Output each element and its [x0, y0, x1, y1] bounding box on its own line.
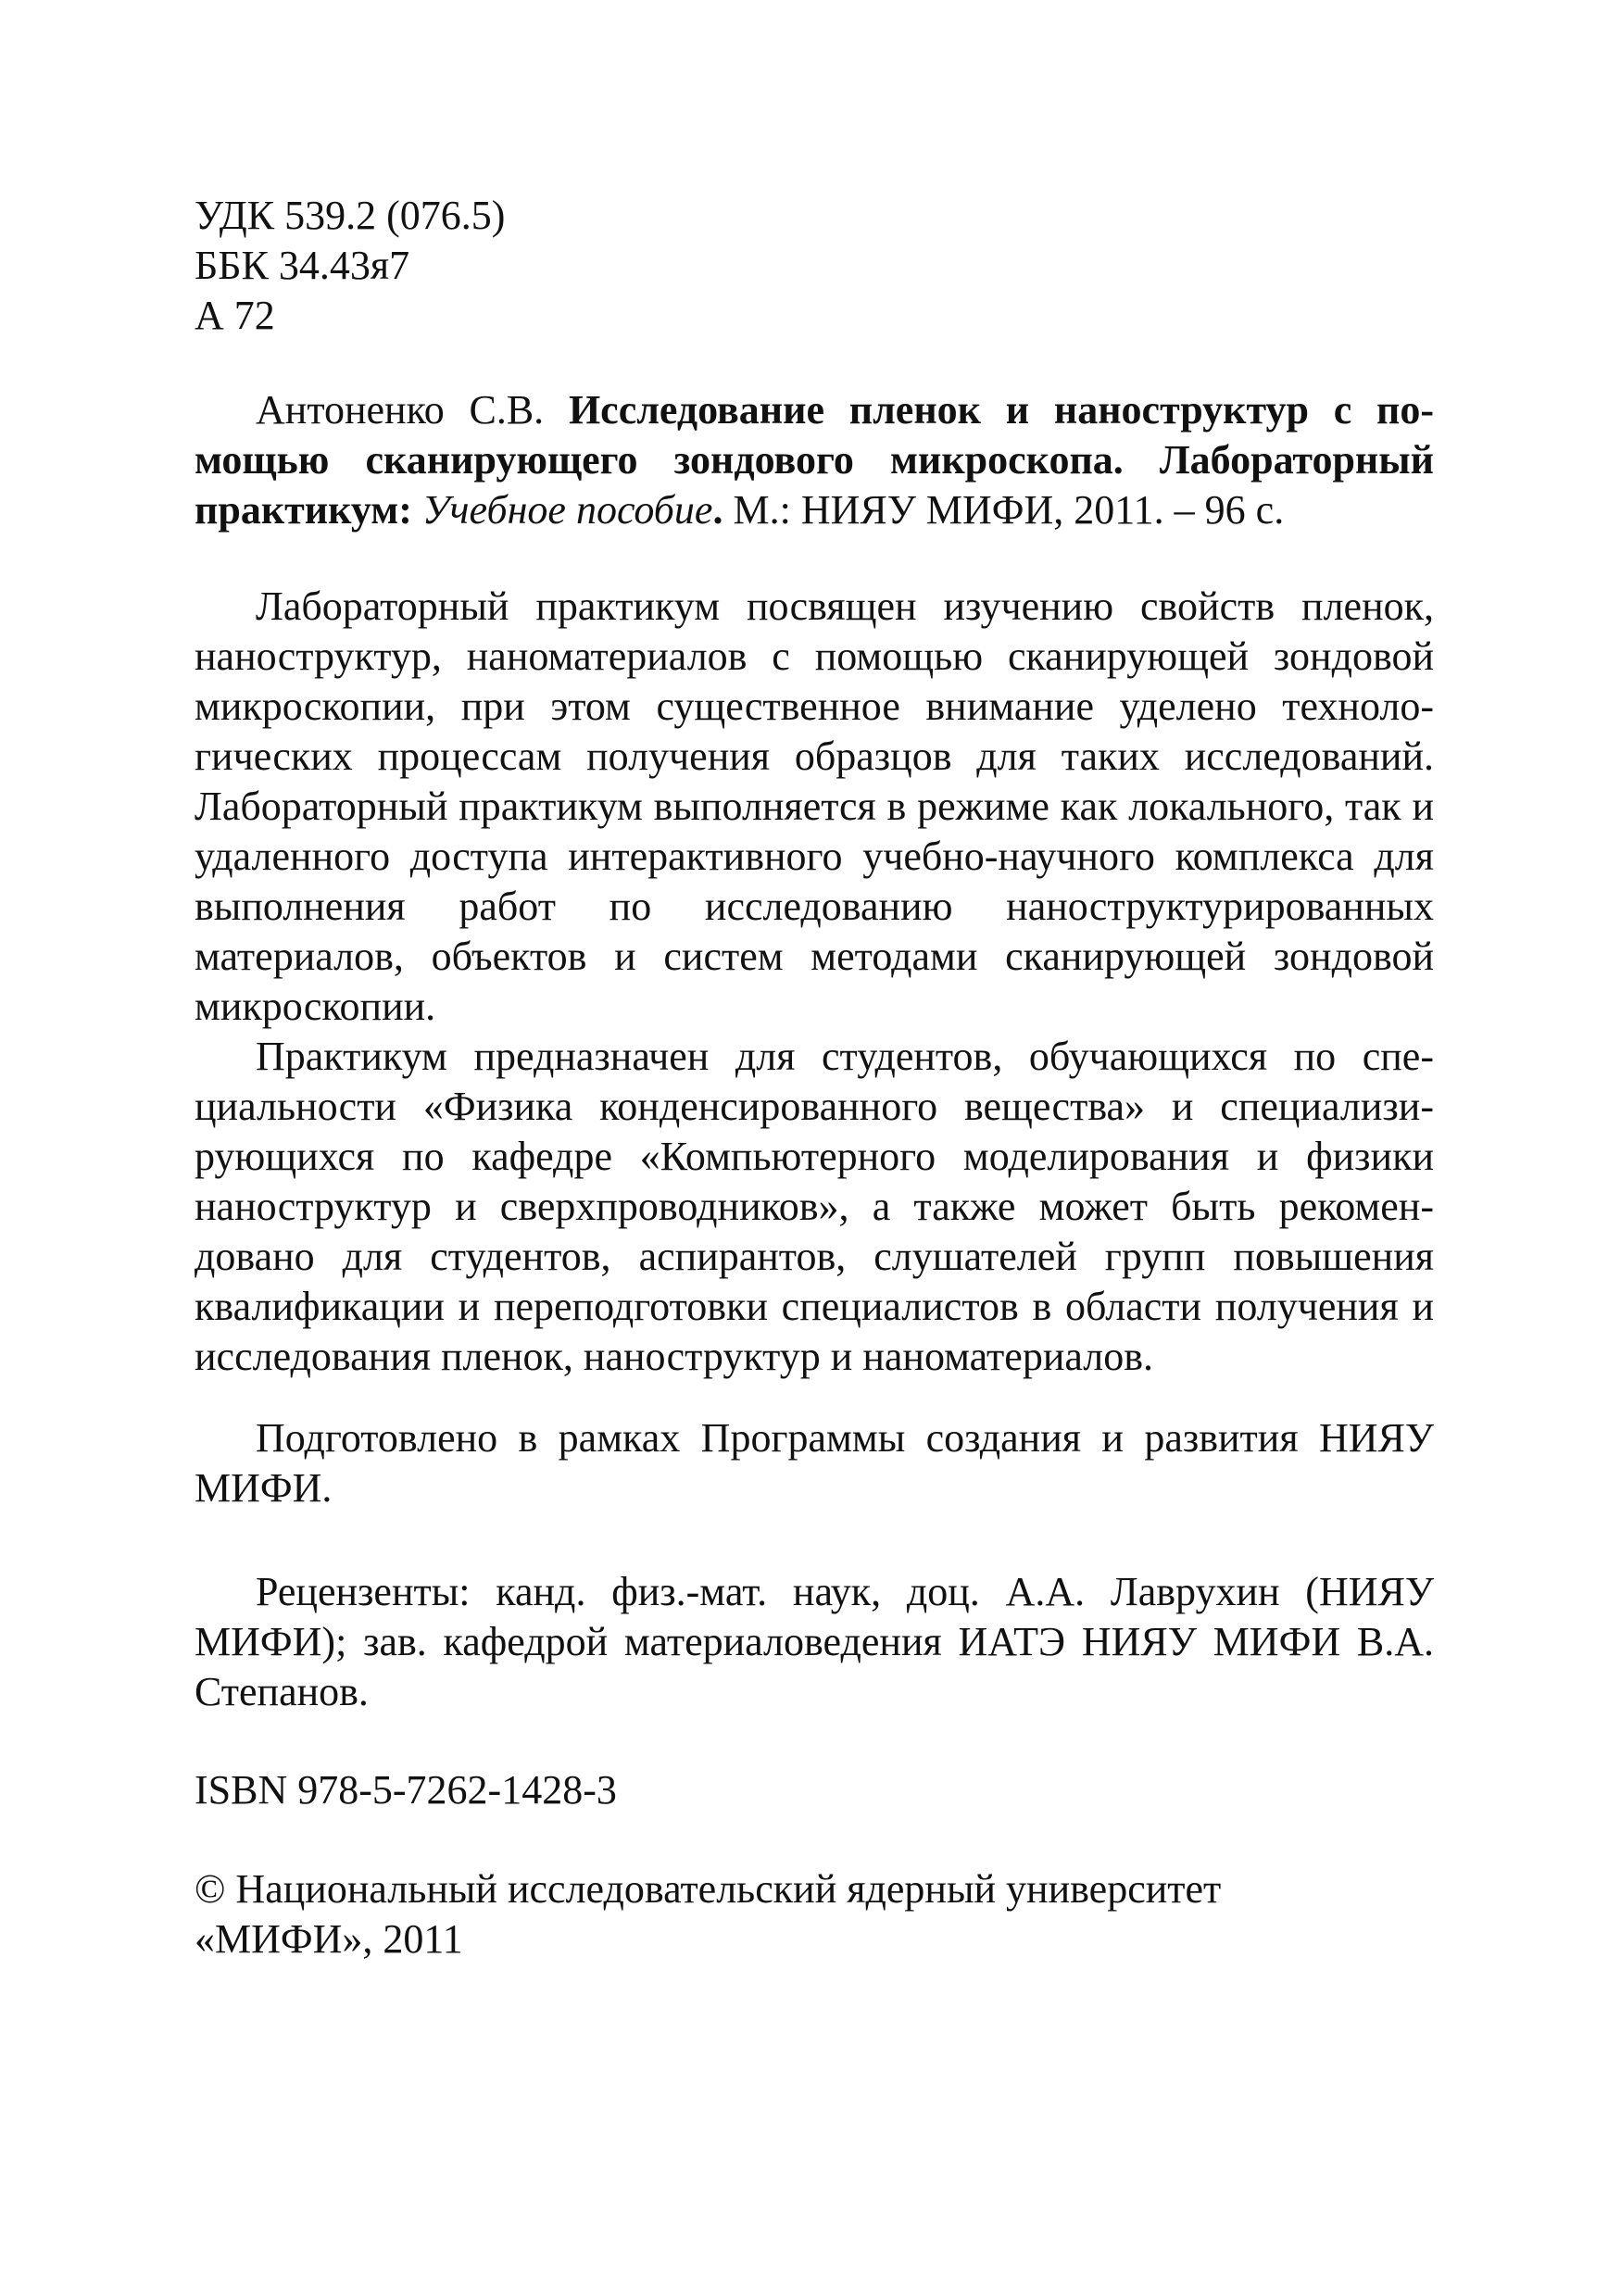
author-mark: А 72	[195, 293, 275, 338]
copyright-line: «МИФИ», 2011	[195, 1916, 463, 1962]
publication-type: Учебное пособие	[421, 487, 713, 533]
copyright	[195, 1864, 1434, 1964]
book-title: Исследование пленок и наноструктур с помощью сканирующего зондового микроскопа. Лабораторный практикум:	[195, 387, 1435, 533]
udk-code: УДК 539.2 (076.5)	[195, 193, 506, 238]
copyright-line: © Национальный исследовательский ядерный университет	[195, 1866, 1222, 1912]
abstract	[195, 582, 1434, 1382]
classification-codes	[195, 191, 1434, 341]
publisher-info: М.: НИЯУ МИФИ, 2011. – 96 с.	[723, 487, 1285, 533]
prepared-note: Подготовлено в рамках Программы создания и развития НИЯУ МИФИ.	[195, 1415, 1434, 1511]
author-name: Антоненко С.В.	[256, 387, 545, 433]
reviewers: Рецензенты: канд. физ.-мат. наук, доц. А.А. Лаврухин (НИЯУ МИФИ); зав. кафедрой материаловедения ИАТЭ НИЯУ МИФИ В.А. Степанов.	[195, 1569, 1434, 1714]
bbk-code: ББК 34.43я7	[195, 243, 410, 288]
bibliographic-entry	[195, 385, 1434, 535]
abstract-paragraph: Лабораторный практикум посвящен изучению свойств пленок, наноструктур, наноматериалов с помощью сканирующей зондовой микроскопии, при этом существенное внимание уделено технологических процессам получения образцов для таких исследований. Лабораторный практикум выполняется в режиме как локального, так и удаленного доступа интерактивного учебно-научного комплекса для выполнения работ по исследованию наноструктурированных материалов, объектов и систем методами сканирующей зондовой микроскопии.	[195, 583, 1434, 1029]
isbn: ISBN 978-5-7262-1428-3	[195, 1767, 617, 1813]
abstract-paragraph: Практикум предназначен для студентов, обучающихся по специальности «Физика конденсированного вещества» и специализирующихся по кафедре «Компьютерного моделирования и физики наноструктур и сверхпроводников», а также может быть рекомендовано для студентов, аспирантов, слушателей групп повышения квалификации и переподготовки специалистов в области получения и исследования пленок, наноструктур и наноматериалов.	[195, 1034, 1434, 1379]
publication-type-dot: .	[712, 487, 723, 533]
